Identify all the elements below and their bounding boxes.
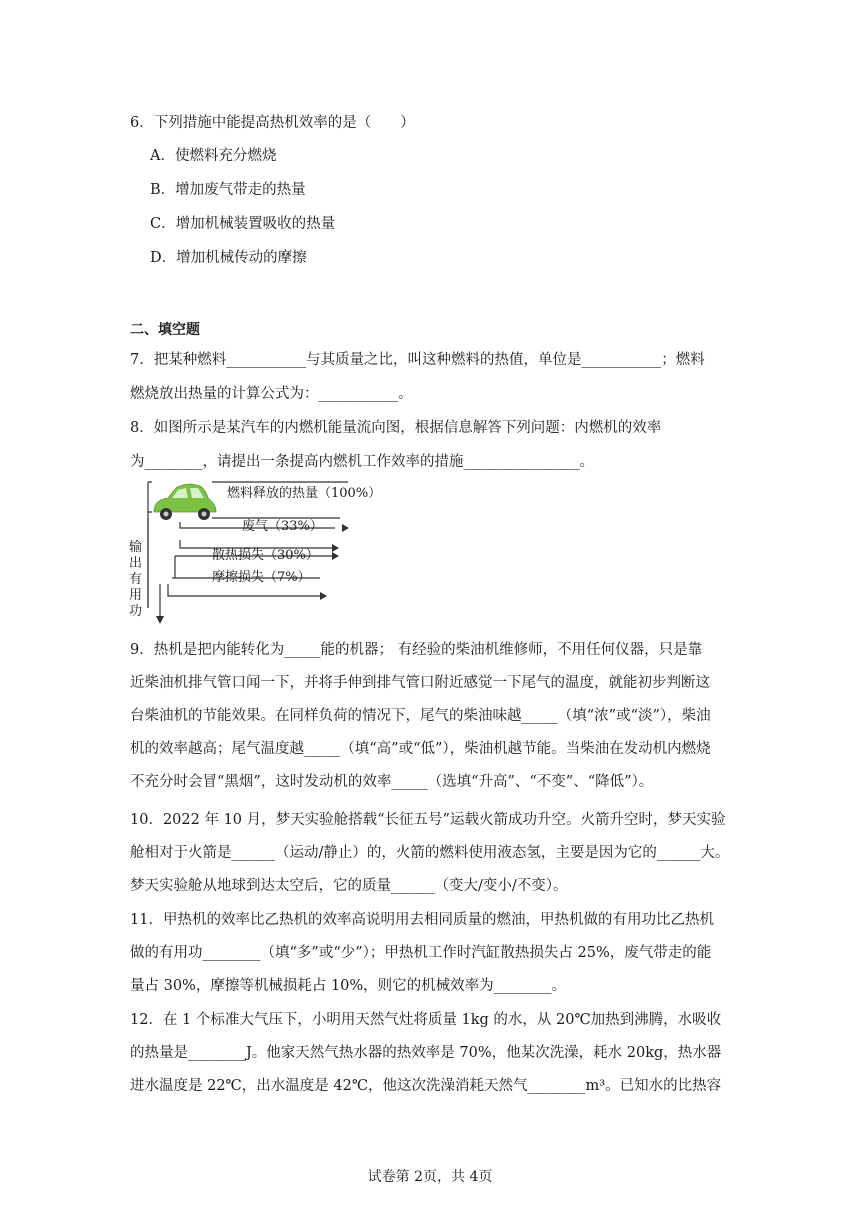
q6-option-d: D．增加机械传动的摩擦 xyxy=(150,250,307,266)
q9-line-2: 近柴油机排气管口闻一下，并将手伸到排气管口附近感觉一下尾气的温度，就能初步判断这 xyxy=(130,675,710,691)
friction-loss-arrow-icon xyxy=(320,592,327,600)
diagram-label-total-heat: 燃料释放的热量（100%） xyxy=(227,486,382,501)
q7-line-1: 7．把某种燃料___________与其质量之比，叫这种燃料的热值，单位是___________；燃料 xyxy=(130,352,705,368)
page-footer: 试卷第 2页，共 4页 xyxy=(367,1169,493,1185)
heat-loss-arrow-2-icon xyxy=(332,552,339,560)
q10-line-2: 舱相对于火箭是______（运动/静止）的，火箭的燃料使用液态氢，主要是因为它的______大。 xyxy=(130,845,730,861)
q9-line-3: 台柴油机的节能效果。在同样负荷的情况下，尾气的柴油味越_____（填“浓”或“淡”），柴油 xyxy=(130,708,711,724)
q11-line-2: 做的有用功________（填“多”或“少”）；甲热机工作时汽缸散热损失占 25%，废气带走的能 xyxy=(130,945,712,961)
q10-line-1: 10．2022 年 10 月，梦天实验舱搭载“长征五号”运载火箭成功升空。火箭升空时，梦天实验 xyxy=(130,812,726,828)
q9-line-5: 不充分时会冒“黑烟”，这时发动机的效率_____（选填“升高”、“不变”、“降低”）。 xyxy=(130,774,654,790)
car-icon xyxy=(152,480,216,522)
q6-option-c: C．增加机械装置吸收的热量 xyxy=(150,216,336,232)
diagram-label-friction-loss: 摩擦损失（7%） xyxy=(212,570,311,585)
diagram-label-heat-loss: 散热损失（30%） xyxy=(212,548,319,563)
useful-work-arrow-icon xyxy=(156,616,164,624)
q12-line-2: 的热量是________J。他家天然气热水器的热效率是 70%，他某次洗澡，耗水 20kg，热水器 xyxy=(130,1045,722,1061)
q6-option-b: B．增加废气带走的热量 xyxy=(150,182,306,198)
q11-line-1: 11．甲热机的效率比乙热机的效率高说明用去相同质量的燃油，甲热机做的有用功比乙热机 xyxy=(130,912,714,928)
q8-line-1: 8．如图所示是某汽车的内燃机能量流向图，根据信息解答下列问题：内燃机的效率 xyxy=(130,420,662,436)
q12-line-3: 进水温度是 22℃，出水温度是 42℃，他这次洗澡消耗天然气________m³。已知水的比热容 xyxy=(130,1078,722,1094)
q6-stem: 6．下列措施中能提高热机效率的是（ ） xyxy=(130,115,415,131)
q9-line-4: 机的效率越高；尾气温度越_____（填“高”或“低”），柴油机越节能。当柴油在发动机内燃烧 xyxy=(130,741,711,757)
diagram-label-exhaust: 废气（33%） xyxy=(242,519,323,534)
q6-option-a: A．使燃料充分燃烧 xyxy=(150,148,277,164)
q8-line-2: 为________，请提出一条提高内燃机工作效率的措施________________。 xyxy=(130,454,594,470)
section-fill-in-title: 二、填空题 xyxy=(130,322,200,338)
q12-line-1: 12．在 1 个标准大气压下，小明用天然气灶将质量 1kg 的水，从 20℃加热到沸腾，水吸收 xyxy=(130,1012,722,1028)
exhaust-arrow-icon xyxy=(342,524,349,532)
q11-line-3: 量占 30%，摩擦等机械损耗占 10%，则它的机械效率为________。 xyxy=(130,978,567,994)
q10-line-3: 梦天实验舱从地球到达太空后，它的质量______（变大/变小/不变）。 xyxy=(130,878,568,894)
q9-line-1: 9．热机是把内能转化为_____能的机器； 有经验的柴油机维修师，不用任何仪器，只是靠 xyxy=(130,642,703,658)
diagram-label-useful-work: 输 出 有 用 功 xyxy=(129,540,143,619)
q7-line-2: 燃烧放出热量的计算公式为：___________。 xyxy=(130,386,413,402)
heat-loss-arrow-icon xyxy=(332,544,339,552)
